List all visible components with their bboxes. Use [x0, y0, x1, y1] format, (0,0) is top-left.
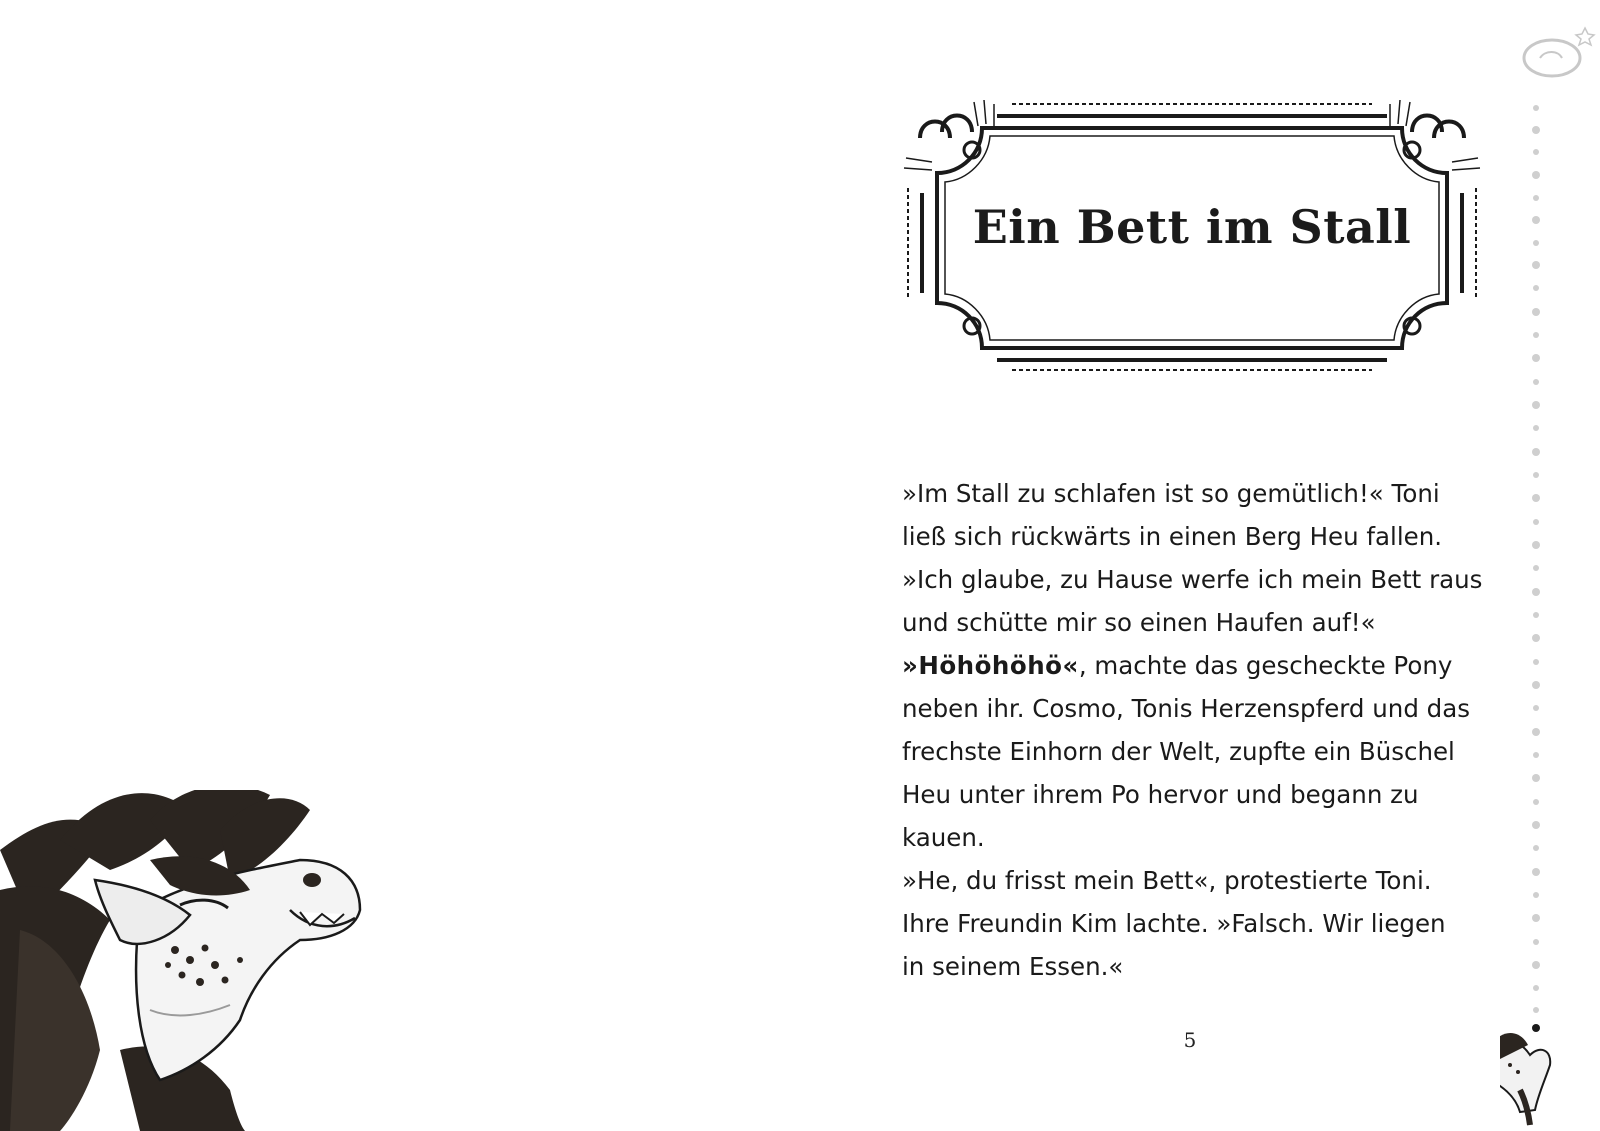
text-line: »Im Stall zu schlafen ist so gemütlich!« Toni [902, 479, 1440, 508]
sound-word: »Höhöhöhö« [902, 651, 1079, 680]
page-number: 5 [1183, 1028, 1197, 1052]
laughing-pony-illustration [0, 790, 380, 1131]
text-line: »Ich glaube, zu Hause werfe ich mein Bett raus [902, 565, 1483, 594]
text-line: kauen. [902, 823, 985, 852]
text-line: Heu unter ihrem Po hervor und begann zu [902, 780, 1419, 809]
text-line: in seinem Essen.« [902, 952, 1124, 981]
text-line: neben ihr. Cosmo, Tonis Herzenspferd und das [902, 694, 1470, 723]
pony-corner-illustration [1500, 1033, 1550, 1125]
text-line [902, 644, 1502, 687]
text-line-rest: , machte das gescheckte Pony [1078, 651, 1453, 680]
page-edge-decoration [1500, 0, 1600, 1131]
star-icon [1576, 28, 1594, 45]
text-line: frechste Einhorn der Welt, zupfte ein Büschel [902, 737, 1455, 766]
text-line: ließ sich rückwärts in einen Berg Heu fallen. [902, 522, 1443, 551]
dotted-trail [1532, 105, 1540, 1013]
chapter-body-text [902, 472, 1502, 988]
chapter-title: Ein Bett im Stall [972, 200, 1412, 254]
text-line: »He, du frisst mein Bett«, protestierte Toni. [902, 866, 1432, 895]
text-line: Ihre Freundin Kim lachte. »Falsch. Wir liegen [902, 909, 1446, 938]
text-line: und schütte mir so einen Haufen auf!« [902, 608, 1376, 637]
cloud-icon [1524, 40, 1580, 76]
